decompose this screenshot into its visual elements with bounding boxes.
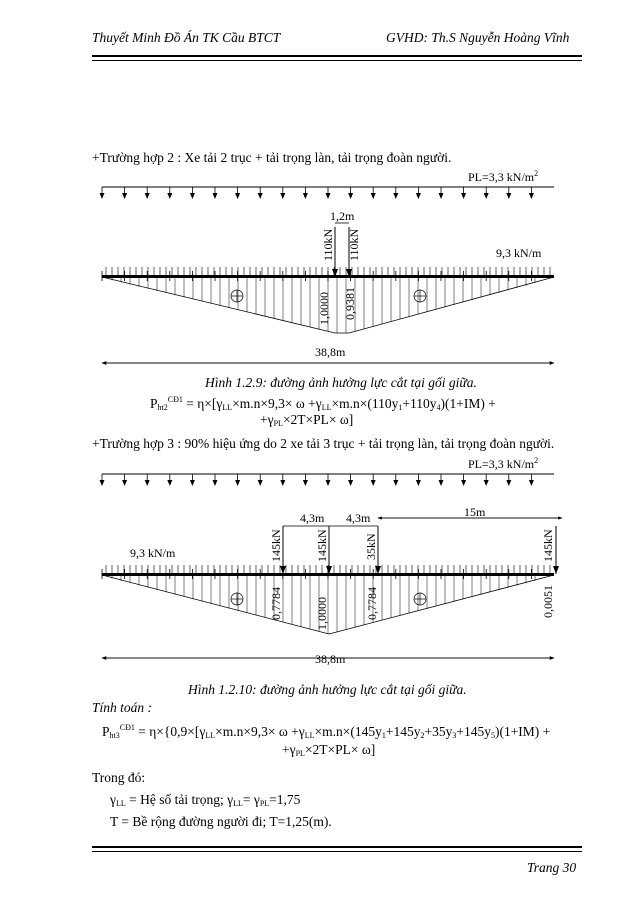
span-label: 38,8m	[315, 345, 346, 359]
pl-label: PL=3,3 $kN/m^2$	[468, 456, 539, 471]
footer-rule-thin	[92, 851, 582, 852]
ordinate-label: 1,0000	[317, 292, 331, 325]
where-line: $\gamma_{LL}$ = Hệ số tải trọng; $\gamma_{LL}= \gamma_{PL}=1,75$	[110, 792, 301, 808]
axle-spacing-label: 1,2m	[330, 209, 355, 223]
axle-load-label: 145kN	[541, 529, 555, 562]
figure-caption: Hình 1.2.9: đường ảnh hưởng lực cắt tại gối giữa.	[205, 375, 477, 390]
case3-heading: +Trường hợp 3 : 90% hiệu ứng do 2 xe tải 3 trục + tải trọng làn, tải trọng đoàn người.	[92, 436, 555, 451]
case2-heading: +Trường hợp 2 : Xe tải 2 trục + tải trọng làn, tải trọng đoàn người.	[92, 150, 452, 165]
figure-caption: Hình 1.2.10: đường ảnh hưởng lực cắt tại gối giữa.	[188, 682, 467, 697]
header-left: Thuyết Minh Đồ Án TK Cầu BTCT	[92, 30, 281, 45]
header-right: GVHD: Th.S Nguyễn Hoàng Vĩnh	[386, 30, 570, 45]
formula-line: $+\gamma_{PL}\times 2T\times PL\times \omega$]	[260, 412, 354, 428]
influence-line-diagram-case3	[92, 452, 582, 662]
header-rule	[92, 55, 582, 57]
axle-load-label: 145kN	[315, 529, 329, 562]
calc-label: Tính toán :	[92, 700, 153, 715]
ordinate-label: 1,0000	[315, 597, 329, 630]
ordinate-label: 0,7784	[269, 587, 283, 620]
formula-line: $+\gamma_{PL}\times 2T\times PL\times \omega$]	[282, 742, 376, 758]
axle-spacing-label: 4,3m	[346, 511, 371, 525]
ordinate-label: 0,0051	[541, 585, 555, 618]
axle-load-label: 145kN	[269, 529, 283, 562]
ordinate-label: 0,9381	[343, 287, 357, 320]
formula-line: $P_{ht2}^{CĐ1} = \eta\times[\gamma_{LL}\times m.n\times 9,3\times \omega +\gamma_{LL}\times m.n\times(110y_1+110y_4)(1+IM)$ +	[150, 395, 496, 412]
axle-load-label: 110kN	[347, 228, 361, 261]
axle-load-label: 35kN	[364, 533, 378, 560]
formula-line: $P_{ht3}^{CĐ1} = \eta\times\{0,9\times[\gamma_{LL}\times m.n\times 9,3\times \omega +\gamma_{LL}\times m.n\times(145y_1+145y_2+35y_3+145y_5)(1+IM)$ +	[102, 723, 551, 740]
axle-load-label: 110kN	[321, 228, 335, 261]
span-label: 38,8m	[315, 652, 346, 666]
ordinate-label: 0,7784	[365, 587, 379, 620]
where-label: Trong đó:	[92, 770, 146, 785]
header-rule-thin	[92, 60, 582, 61]
page-number: Trang 30	[527, 860, 577, 875]
footer-rule	[92, 846, 582, 848]
axle-spacing-label: 15m	[464, 505, 486, 519]
where-line: T = Bề rộng đường người đi; T=1,25(m).	[110, 814, 332, 829]
lane-load-label: 9,3 kN/m	[496, 246, 542, 260]
axle-spacing-label: 4,3m	[300, 511, 325, 525]
pl-label: PL=3,3 $kN/m^2$	[468, 169, 539, 184]
influence-line-diagram-case2	[92, 165, 582, 365]
lane-load-label: 9,3 kN/m	[130, 546, 176, 560]
